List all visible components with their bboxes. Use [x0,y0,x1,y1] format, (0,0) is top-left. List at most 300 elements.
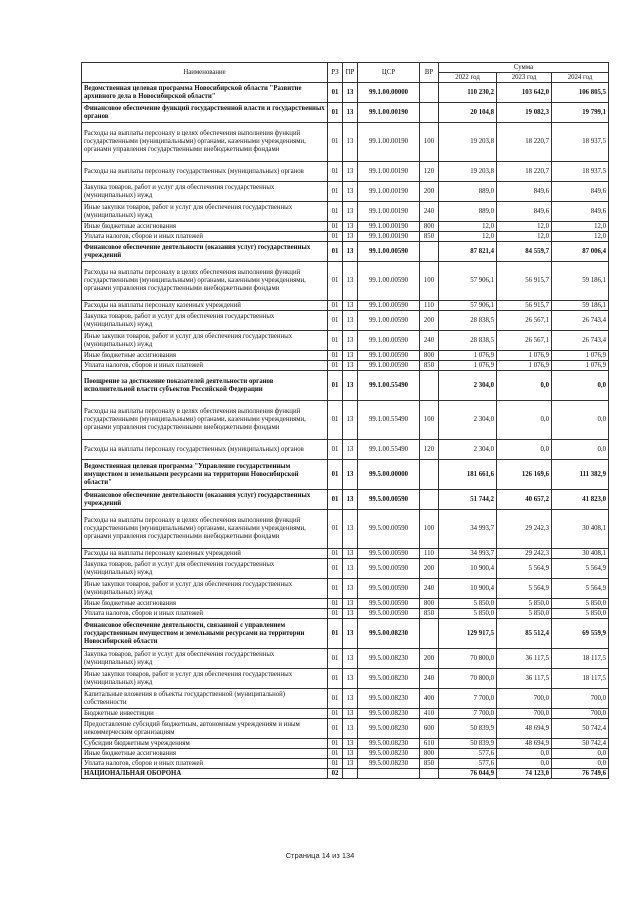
row-amount-2022: 129 917,5 [439,619,497,649]
row-pr: 13 [343,749,358,759]
row-amount-2024: 87 006,4 [552,242,609,262]
table-row [82,579,609,599]
row-amount-2022: 889,0 [439,182,497,202]
row-name: Расходы на выплаты персоналу государственных (муниципальных) органов [82,162,328,182]
row-amount-2022: 57 906,1 [439,301,497,311]
row-amount-2023: 18 220,7 [497,123,552,162]
row-name: Закупка товаров, работ и услуг для обеспечения государственных (муниципальных) нужд [82,649,328,669]
row-csr: 99.1.00.55490 [358,401,420,440]
row-pr: 13 [343,401,358,440]
row-pr: 13 [343,262,358,301]
table-row [82,599,609,609]
row-pr: 13 [343,669,358,689]
row-csr: 99.5.00.08230 [358,669,420,689]
row-csr: 99.1.00.00590 [358,262,420,301]
header-vr: ВР [420,63,439,83]
row-amount-2024: 12,0 [552,232,609,242]
row-amount-2024: 50 742,4 [552,739,609,749]
row-amount-2024: 26 743,4 [552,311,609,331]
row-csr: 99.1.00.00590 [358,361,420,371]
row-csr [358,769,420,779]
row-amount-2022: 577,6 [439,749,497,759]
row-name: Финансовое обеспечение деятельности (оказания услуг) государственных учреждений [82,242,328,262]
row-amount-2022: 70 800,0 [439,669,497,689]
table-row [82,460,609,490]
row-vr: 600 [420,719,439,739]
row-vr [420,371,439,401]
row-vr: 240 [420,202,439,222]
row-csr: 99.1.00.00590 [358,351,420,361]
row-vr: 850 [420,609,439,619]
row-csr: 99.5.00.00590 [358,549,420,559]
row-amount-2024: 111 382,9 [552,460,609,490]
row-amount-2024: 18 117,5 [552,669,609,689]
row-amount-2022: 50 839,9 [439,739,497,749]
table-row [82,202,609,222]
row-vr: 850 [420,232,439,242]
row-vr: 120 [420,440,439,460]
table-row [82,182,609,202]
row-amount-2023: 74 123,0 [497,769,552,779]
row-name: Расходы на выплаты персоналу в целях обеспечения выполнения функций государственными (муниципальными) органами, казенными учреждениями, органами управления государственными внебюджетными фондами [82,262,328,301]
header-sum: Сумма [439,63,609,73]
row-amount-2024: 0,0 [552,401,609,440]
row-amount-2022: 70 800,0 [439,649,497,669]
row-rz: 01 [328,749,343,759]
row-vr: 240 [420,579,439,599]
row-amount-2024: 5 850,0 [552,599,609,609]
table-row [82,689,609,709]
row-vr [420,490,439,510]
table-row [82,769,609,779]
row-amount-2023: 700,0 [497,689,552,709]
row-name: Иные бюджетные ассигнования [82,599,328,609]
row-csr: 99.5.00.00590 [358,579,420,599]
row-csr: 99.5.00.00590 [358,559,420,579]
table-row [82,162,609,182]
row-pr: 13 [343,619,358,649]
table-row [82,649,609,669]
row-amount-2022: 5 850,0 [439,609,497,619]
row-name: Расходы на выплаты персоналу в целях обеспечения выполнения функций государственными (муниципальными) органами, казенными учреждениями, органами управления государственными внебюджетными фондами [82,123,328,162]
table-row [82,490,609,510]
row-amount-2023: 5 564,9 [497,579,552,599]
row-name: Иные закупки товаров, работ и услуг для обеспечения государственных (муниципальных) нужд [82,331,328,351]
row-amount-2023: 19 082,3 [497,103,552,123]
row-amount-2022: 76 044,9 [439,769,497,779]
row-rz: 01 [328,709,343,719]
row-pr: 13 [343,609,358,619]
row-vr: 800 [420,599,439,609]
header-pr: ПР [343,63,358,83]
row-rz: 01 [328,719,343,739]
row-amount-2023: 0,0 [497,440,552,460]
table-row [82,103,609,123]
row-vr: 800 [420,749,439,759]
table-row [82,83,609,103]
table-row [82,331,609,351]
row-name: Финансовое обеспечение деятельности (оказания услуг) государственных учреждений [82,490,328,510]
row-amount-2022: 19 203,8 [439,162,497,182]
row-amount-2024: 1 076,9 [552,361,609,371]
row-amount-2023: 18 220,7 [497,162,552,182]
table-body [82,83,609,779]
table-row [82,440,609,460]
row-csr: 99.1.00.00000 [358,83,420,103]
table-row [82,709,609,719]
row-csr: 99.1.00.00590 [358,331,420,351]
row-amount-2024: 26 743,4 [552,331,609,351]
row-amount-2022: 110 230,2 [439,83,497,103]
row-pr: 13 [343,83,358,103]
row-amount-2023: 85 512,4 [497,619,552,649]
row-name: Расходы на выплаты персоналу в целях обеспечения выполнения функций государственными (муниципальными) органами, казенными учреждениями, органами управления государственными внебюджетными фондами [82,510,328,549]
row-pr: 13 [343,440,358,460]
row-amount-2024: 0,0 [552,759,609,769]
row-name: Расходы на выплаты персоналу казенных учреждений [82,301,328,311]
row-pr: 13 [343,361,358,371]
header-name: Наименование [82,63,328,83]
row-rz: 01 [328,83,343,103]
row-amount-2022: 7 700,0 [439,709,497,719]
budget-table [81,62,609,779]
row-rz: 01 [328,460,343,490]
row-rz: 01 [328,331,343,351]
row-rz: 01 [328,490,343,510]
row-amount-2023: 0,0 [497,401,552,440]
row-vr: 850 [420,361,439,371]
row-pr: 13 [343,162,358,182]
row-name: Иные бюджетные ассигнования [82,222,328,232]
table-row [82,619,609,649]
row-rz: 01 [328,401,343,440]
row-amount-2023: 56 915,7 [497,262,552,301]
row-vr: 410 [420,709,439,719]
row-amount-2024: 69 559,9 [552,619,609,649]
header-year-2023: 2023 год [497,73,552,83]
row-amount-2022: 889,0 [439,202,497,222]
row-amount-2024: 18 937,5 [552,162,609,182]
row-amount-2022: 51 744,2 [439,490,497,510]
row-name: Поощрение за достижение показателей деятельности органов исполнительной власти субъектов Российской Федерации [82,371,328,401]
row-csr: 99.5.00.08230 [358,749,420,759]
row-amount-2022: 50 839,9 [439,719,497,739]
row-vr [420,242,439,262]
row-rz: 01 [328,222,343,232]
row-pr: 13 [343,202,358,222]
row-pr: 13 [343,103,358,123]
row-amount-2024: 30 408,1 [552,549,609,559]
row-rz: 01 [328,739,343,749]
row-amount-2024: 5 564,9 [552,579,609,599]
row-amount-2022: 181 661,6 [439,460,497,490]
row-vr: 200 [420,559,439,579]
row-amount-2023: 5 564,9 [497,559,552,579]
row-amount-2022: 28 838,5 [439,331,497,351]
row-pr: 13 [343,510,358,549]
table-row [82,749,609,759]
row-name: Иные бюджетные ассигнования [82,351,328,361]
row-rz: 01 [328,759,343,769]
row-amount-2023: 0,0 [497,759,552,769]
row-amount-2022: 12,0 [439,232,497,242]
row-amount-2024: 849,6 [552,182,609,202]
row-csr: 99.1.00.55490 [358,371,420,401]
row-csr: 99.5.00.08230 [358,739,420,749]
row-amount-2024: 19 799,1 [552,103,609,123]
row-rz: 01 [328,609,343,619]
row-csr: 99.1.00.00590 [358,301,420,311]
row-amount-2024: 700,0 [552,709,609,719]
row-name: Иные закупки товаров, работ и услуг для обеспечения государственных (муниципальных) нужд [82,669,328,689]
row-vr: 100 [420,401,439,440]
row-vr [420,103,439,123]
row-name: Иные бюджетные ассигнования [82,749,328,759]
row-rz: 01 [328,371,343,401]
row-rz: 01 [328,549,343,559]
table-row [82,361,609,371]
row-vr: 120 [420,162,439,182]
row-amount-2022: 28 838,5 [439,311,497,331]
row-pr: 13 [343,719,358,739]
row-vr: 100 [420,123,439,162]
row-csr: 99.5.00.00590 [358,510,420,549]
row-name: Иные закупки товаров, работ и услуг для обеспечения государственных (муниципальных) нужд [82,202,328,222]
row-name: Капитальные вложения в объекты государственной (муниципальной) собственности [82,689,328,709]
row-rz: 01 [328,351,343,361]
row-amount-2023: 849,6 [497,182,552,202]
row-rz: 01 [328,301,343,311]
row-name: Уплата налогов, сборов и иных платежей [82,232,328,242]
row-rz: 01 [328,103,343,123]
header-year-2024: 2024 год [552,73,609,83]
row-amount-2024: 18 117,5 [552,649,609,669]
row-vr: 800 [420,222,439,232]
table-row [82,401,609,440]
row-amount-2022: 1 076,9 [439,351,497,361]
row-csr: 99.5.00.08230 [358,759,420,769]
row-rz: 01 [328,669,343,689]
row-amount-2022: 10 900,4 [439,579,497,599]
row-pr: 13 [343,709,358,719]
row-vr: 200 [420,182,439,202]
row-name: Предоставление субсидий бюджетным, автономным учреждениям и иным некоммерческим организациям [82,719,328,739]
row-amount-2024: 0,0 [552,440,609,460]
row-vr [420,83,439,103]
row-vr: 800 [420,351,439,361]
row-rz: 01 [328,262,343,301]
table-row [82,669,609,689]
table-row [82,559,609,579]
row-csr: 99.1.00.00190 [358,103,420,123]
table-row [82,301,609,311]
row-amount-2022: 20 104,8 [439,103,497,123]
row-amount-2023: 5 850,0 [497,599,552,609]
row-pr: 13 [343,579,358,599]
row-name: НАЦИОНАЛЬНАЯ ОБОРОНА [82,769,328,779]
row-amount-2023: 26 567,1 [497,311,552,331]
row-rz: 02 [328,769,343,779]
row-csr: 99.1.00.00190 [358,222,420,232]
row-name: Расходы на выплаты персоналу казенных учреждений [82,549,328,559]
row-amount-2022: 34 993,7 [439,549,497,559]
row-pr: 13 [343,599,358,609]
row-pr: 13 [343,490,358,510]
row-csr: 99.1.00.00590 [358,242,420,262]
row-pr: 13 [343,759,358,769]
row-pr: 13 [343,242,358,262]
row-amount-2023: 56 915,7 [497,301,552,311]
table-row [82,759,609,769]
row-amount-2024: 700,0 [552,689,609,709]
row-csr: 99.5.00.08230 [358,619,420,649]
row-amount-2023: 29 242,3 [497,510,552,549]
row-pr: 13 [343,460,358,490]
row-amount-2022: 19 203,8 [439,123,497,162]
row-amount-2024: 0,0 [552,749,609,759]
row-vr: 400 [420,689,439,709]
row-amount-2024: 30 408,1 [552,510,609,549]
row-csr: 99.1.00.00190 [358,123,420,162]
table-row [82,549,609,559]
row-rz: 01 [328,361,343,371]
row-amount-2024: 1 076,9 [552,351,609,361]
row-name: Закупка товаров, работ и услуг для обеспечения государственных (муниципальных) нужд [82,182,328,202]
row-vr: 110 [420,549,439,559]
row-amount-2023: 0,0 [497,749,552,759]
row-rz: 01 [328,579,343,599]
row-pr: 13 [343,301,358,311]
table-row [82,351,609,361]
row-amount-2024: 59 186,1 [552,301,609,311]
row-amount-2022: 7 700,0 [439,689,497,709]
row-name: Уплата налогов, сборов и иных платежей [82,361,328,371]
row-amount-2024: 50 742,4 [552,719,609,739]
row-csr: 99.5.00.08230 [358,719,420,739]
row-amount-2023: 36 117,5 [497,649,552,669]
row-amount-2023: 29 242,3 [497,549,552,559]
row-amount-2022: 34 993,7 [439,510,497,549]
row-amount-2022: 5 850,0 [439,599,497,609]
row-amount-2023: 700,0 [497,709,552,719]
row-rz: 01 [328,599,343,609]
row-rz: 01 [328,689,343,709]
row-rz: 01 [328,202,343,222]
row-name: Уплата налогов, сборов и иных платежей [82,609,328,619]
page-number: Страница 14 из 134 [285,851,355,860]
row-name: Субсидии бюджетным учреждениям [82,739,328,749]
row-amount-2024: 76 749,6 [552,769,609,779]
row-name: Расходы на выплаты персоналу в целях обеспечения выполнения функций государственными (муниципальными) органами, казенными учреждениями, органами управления государственными внебюджетными фондами [82,401,328,440]
table-row [82,232,609,242]
row-name: Финансовое обеспечение функций государственной власти и государственных органов [82,103,328,123]
row-amount-2023: 0,0 [497,371,552,401]
row-amount-2023: 36 117,5 [497,669,552,689]
row-amount-2023: 48 694,9 [497,719,552,739]
row-pr: 13 [343,222,358,232]
row-rz: 01 [328,232,343,242]
row-amount-2022: 2 304,0 [439,440,497,460]
row-rz: 01 [328,559,343,579]
row-amount-2023: 12,0 [497,232,552,242]
row-amount-2024: 12,0 [552,222,609,232]
row-amount-2023: 126 169,6 [497,460,552,490]
row-name: Бюджетные инвестиции [82,709,328,719]
row-pr: 13 [343,689,358,709]
row-csr: 99.5.00.00590 [358,599,420,609]
row-name: Ведомственная целевая программа Новосибирской области "Развитие архивного дела в Новосибирской области" [82,83,328,103]
header-year-2022: 2022 год [439,73,497,83]
table-row [82,311,609,331]
row-amount-2023: 1 076,9 [497,351,552,361]
row-vr [420,619,439,649]
row-rz: 01 [328,510,343,549]
row-csr: 99.1.00.00590 [358,311,420,331]
row-vr: 240 [420,669,439,689]
row-amount-2023: 5 850,0 [497,609,552,619]
row-amount-2023: 12,0 [497,222,552,232]
row-rz: 01 [328,182,343,202]
row-amount-2023: 26 567,1 [497,331,552,351]
row-rz: 01 [328,619,343,649]
table-row [82,123,609,162]
row-rz: 01 [328,242,343,262]
row-vr: 850 [420,759,439,769]
table-row [82,609,609,619]
row-amount-2024: 18 937,5 [552,123,609,162]
table-row [82,222,609,232]
row-rz: 01 [328,649,343,669]
row-vr: 110 [420,301,439,311]
row-pr: 13 [343,559,358,579]
row-pr: 13 [343,549,358,559]
row-amount-2022: 57 906,1 [439,262,497,301]
row-amount-2023: 1 076,9 [497,361,552,371]
row-pr: 13 [343,649,358,669]
row-csr: 99.5.00.08230 [358,649,420,669]
row-amount-2024: 106 805,5 [552,83,609,103]
row-vr: 100 [420,262,439,301]
row-vr [420,460,439,490]
row-csr: 99.5.00.00590 [358,490,420,510]
row-vr: 200 [420,311,439,331]
table-row [82,719,609,739]
row-rz: 01 [328,123,343,162]
row-amount-2022: 2 304,0 [439,401,497,440]
row-pr [343,769,358,779]
row-pr: 13 [343,331,358,351]
row-csr: 99.1.00.00190 [358,182,420,202]
header-csr: ЦСР [358,63,420,83]
row-vr: 610 [420,739,439,749]
row-amount-2024: 5 564,9 [552,559,609,579]
table-row [82,510,609,549]
row-vr [420,769,439,779]
row-amount-2023: 84 559,7 [497,242,552,262]
table-row [82,371,609,401]
row-amount-2023: 849,6 [497,202,552,222]
row-amount-2023: 40 657,2 [497,490,552,510]
row-pr: 13 [343,311,358,331]
row-csr: 99.1.00.00190 [358,202,420,222]
table-row [82,242,609,262]
table-row [82,262,609,301]
row-name: Ведомственная целевая программа "Управление государственным имуществом и земельными ресурсами на территории Новосибирской области" [82,460,328,490]
table-row [82,739,609,749]
row-pr: 13 [343,123,358,162]
row-name: Расходы на выплаты персоналу государственных (муниципальных) органов [82,440,328,460]
row-name: Иные закупки товаров, работ и услуг для обеспечения государственных (муниципальных) нужд [82,579,328,599]
